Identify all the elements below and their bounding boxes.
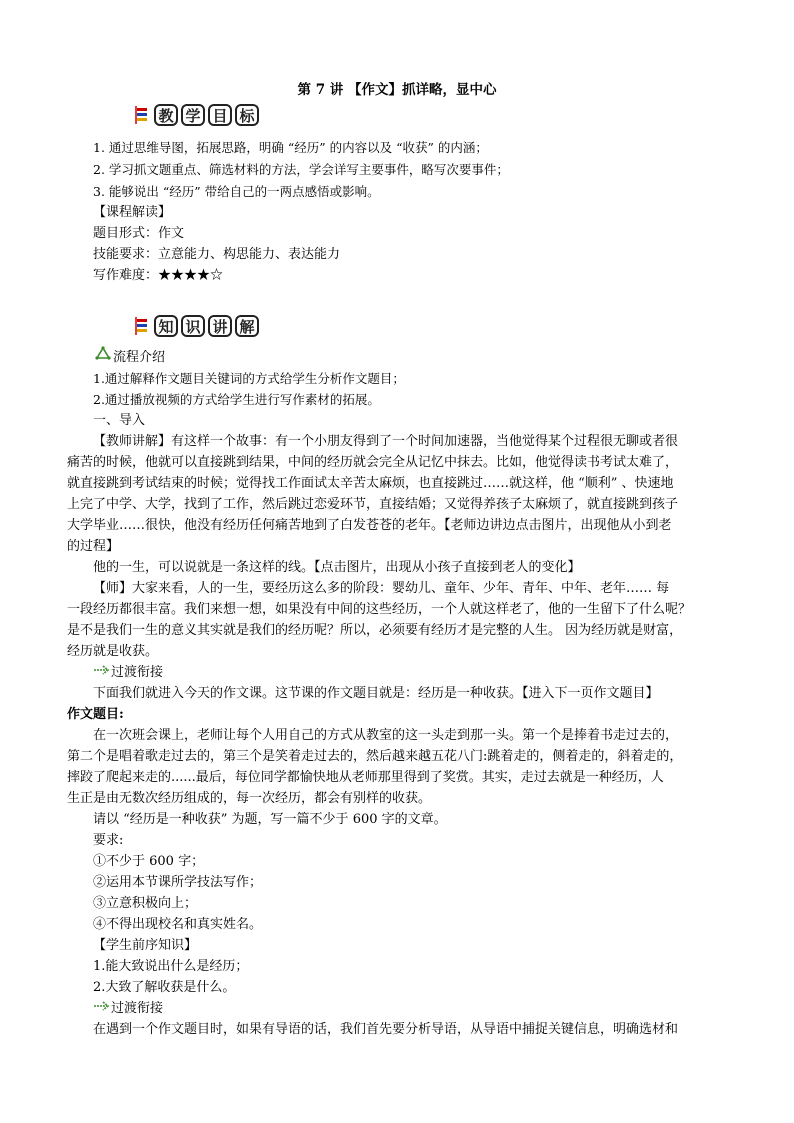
course-skills: 技能要求：立意能力、构思能力、表达能力 bbox=[93, 247, 341, 262]
transition-1 bbox=[93, 662, 163, 683]
topic-line: 摔跤了爬起来走的......最后，每位同学都愉快地从老师那里得到了奖赏。其实，走过去就是一种经历，人 bbox=[67, 770, 664, 785]
prompt-line: 请以 “经历是一种收获” 为题，写一篇不少于 600 字的文章。 bbox=[93, 812, 447, 827]
requirement-item: ②运用本节课所学技法写作； bbox=[93, 875, 263, 890]
requirements-label: 要求: bbox=[93, 833, 124, 848]
transition-label: 过渡衔接 bbox=[111, 665, 164, 680]
life-line: 他的一生，可以说就是一条这样的线。【点击图片，出现从小孩子直接到老人的变化】 bbox=[93, 560, 581, 575]
transition-2 bbox=[93, 998, 163, 1019]
requirement-item: ③立意积极向上； bbox=[93, 896, 198, 911]
flow-label: 流程介绍 bbox=[113, 350, 166, 365]
banner-char: 讲 bbox=[208, 315, 232, 337]
banner-char: 解 bbox=[235, 315, 259, 337]
section-heading: 一、导入 bbox=[93, 413, 146, 428]
banner-char: 知 bbox=[154, 315, 178, 337]
course-difficulty: 写作难度：★★★★☆ bbox=[93, 268, 224, 283]
requirement-item: ④不得出现校名和真实姓名。 bbox=[93, 917, 263, 932]
transition-label: 过渡衔接 bbox=[111, 1001, 164, 1016]
teacher-line: 经历就是收获。 bbox=[67, 644, 159, 659]
topic-line: 在一次班会课上，老师让每个人用自己的方式从教室的这一头走到那一头。第一个是捧着书走过去的， bbox=[93, 728, 679, 743]
intro-line: 的过程】 bbox=[67, 539, 120, 554]
topic-line: 生正是由无数次经历组成的，每一次经历，都会有别样的收获。 bbox=[67, 791, 432, 806]
banner-char: 目 bbox=[208, 104, 232, 126]
flow-item: 1.通过解释作文题目关键词的方式给学生分析作文题目； bbox=[93, 371, 405, 386]
last-line: 在遇到一个作文题目时，如果有导语的话，我们首先要分析导语，从导语中捕捉关键信息，明确选材和 bbox=[93, 1022, 679, 1037]
teaching-goals-banner bbox=[133, 104, 259, 126]
intro-line: 【教师讲解】有这样一个故事：有一个小朋友得到了一个时间加速器，当他觉得某个过程很无聊或者很 bbox=[93, 434, 679, 449]
intro-line: 上完了中学、大学，找到了工作，然后跳过恋爱环节，直接结婚；又觉得养孩子太麻烦了，就直接跳到孩子 bbox=[67, 497, 679, 512]
intro-line: 痛苦的时候，他就可以直接跳到结果，中间的经历就会完全从记忆中抹去。比如，他觉得读书考试太难了， bbox=[67, 455, 679, 470]
teacher-line: 是不是我们一生的意义其实就是我们的经历呢？所以，必须要有经历才是完整的人生。 因为经历就是财富， bbox=[67, 623, 683, 638]
banner-char: 识 bbox=[181, 315, 205, 337]
banner-char: 学 bbox=[181, 104, 205, 126]
flow-item: 2.通过播放视频的方式给学生进行写作素材的拓展。 bbox=[93, 392, 380, 407]
pushpin-icon bbox=[133, 104, 149, 126]
course-header: 【课程解读】 bbox=[93, 205, 172, 220]
topic-header: 作文题目: bbox=[67, 707, 124, 722]
arrow-right-icon bbox=[93, 662, 111, 683]
goal-item: 3. 能够说出 “经历” 带给自己的一两点感悟或影响。 bbox=[93, 184, 380, 199]
banner-char: 标 bbox=[235, 104, 259, 126]
arrow-right-icon bbox=[93, 998, 111, 1019]
recycle-icon bbox=[93, 346, 113, 369]
enter-line: 下面我们就进入今天的作文课。这节课的作文题目就是：经历是一种收获。【进入下一页作文题目】 bbox=[93, 686, 659, 701]
prior-knowledge-header: 【学生前序知识】 bbox=[93, 938, 198, 953]
prior-item: 1.能大致说出什么是经历； bbox=[93, 959, 249, 974]
intro-line: 就直接跳到考试结束的时候；觉得找工作面试太辛苦太麻烦，也直接跳过……就这样，他 “顺利” 、快速地 bbox=[67, 476, 674, 491]
teacher-line: 【师】大家来看，人的一生，要经历这么多的阶段：婴幼儿、童年、少年、青年、中年、老年…… 每 bbox=[93, 581, 670, 596]
flow-intro bbox=[93, 346, 165, 369]
teacher-line: 一段经历都很丰富。我们来想一想，如果没有中间的这些经历，一个人就这样老了，他的一生留下了什么呢？ bbox=[67, 602, 692, 617]
knowledge-banner bbox=[133, 315, 259, 337]
course-form: 题目形式：作文 bbox=[93, 226, 185, 241]
topic-line: 第二个是唱着歌走过去的，第三个是笑着走过去的，然后越来越五花八门:跳着走的，侧着走的，斜着走的， bbox=[67, 749, 683, 764]
lesson-title: 第 7 讲 【作文】抓详略，显中心 bbox=[297, 82, 497, 98]
banner-char: 教 bbox=[154, 104, 178, 126]
intro-line: 大学毕业……很快，他没有经历任何痛苦地到了白发苍苍的老年。【老师边讲边点击图片，出现他从小到老 bbox=[67, 518, 672, 533]
goal-item: 2. 学习抓文题重点、筛选材料的方法，学会详写主要事件，略写次要事件； bbox=[93, 162, 509, 177]
goal-item: 1. 通过思维导图，拓展思路，明确 “经历” 的内容以及 “收获” 的内涵； bbox=[93, 140, 488, 155]
requirement-item: ①不少于 600 字； bbox=[93, 854, 205, 869]
prior-item: 2.大致了解收获是什么。 bbox=[93, 980, 236, 995]
pushpin-icon bbox=[133, 315, 149, 337]
